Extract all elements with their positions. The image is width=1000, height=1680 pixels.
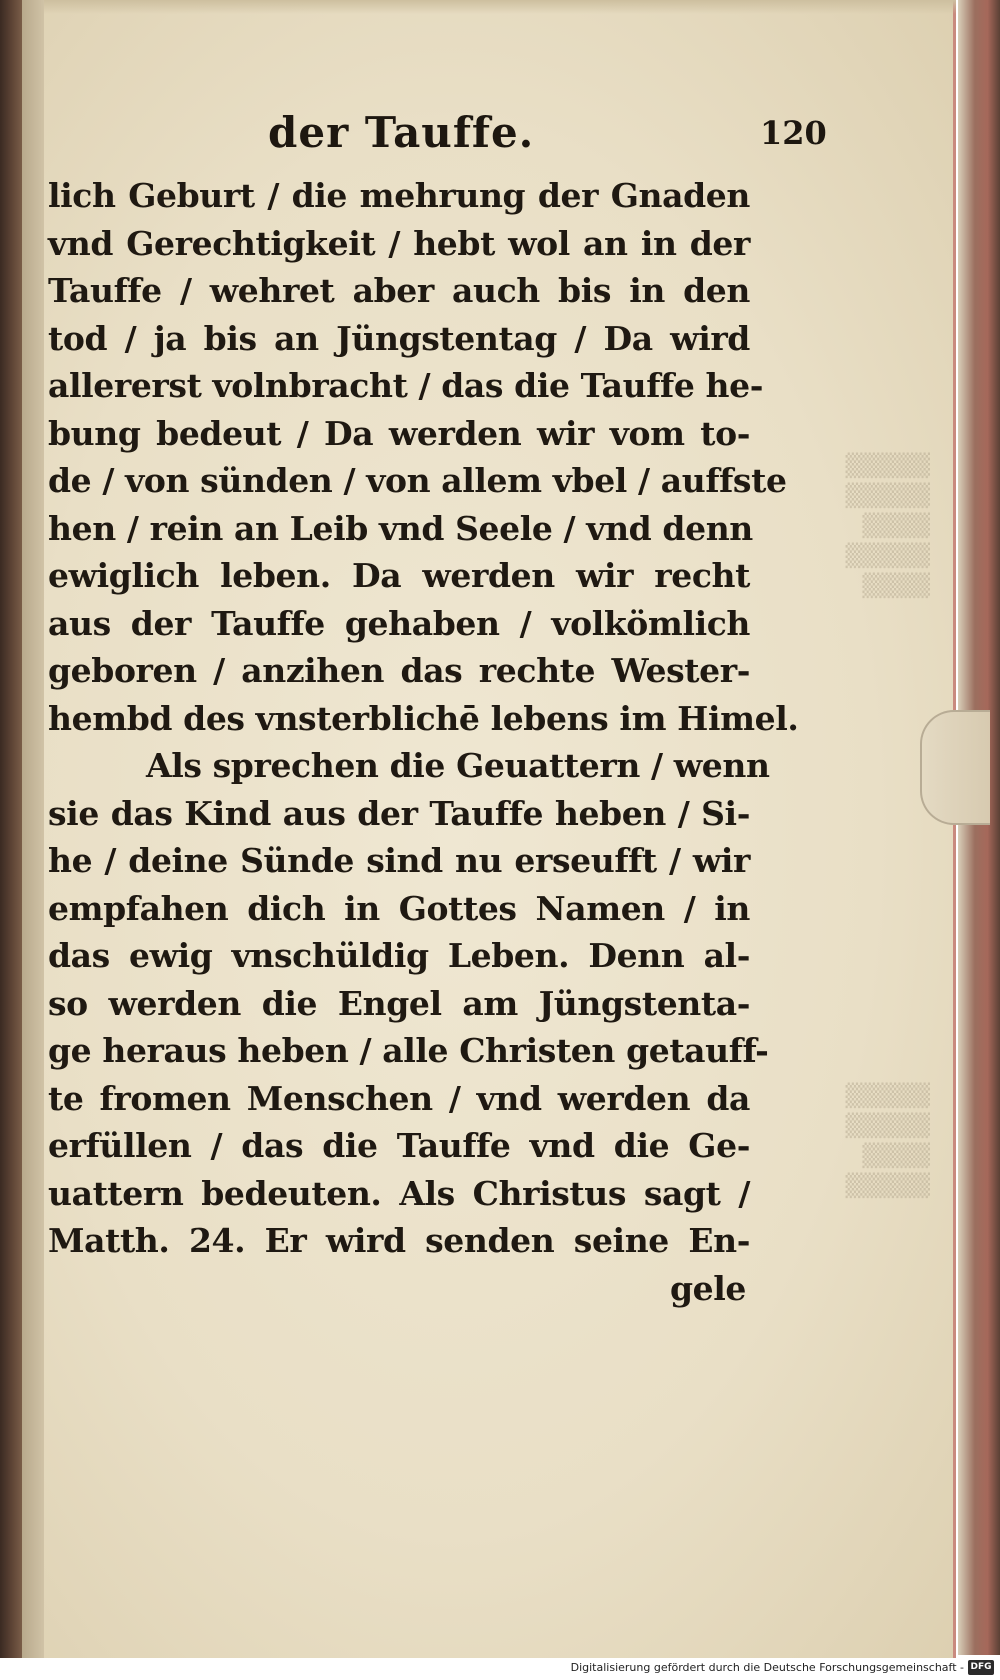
text-line: he / deine Sünde sind nu erseufft / wir — [48, 841, 750, 880]
text-line: erfüllen / das die Tauffe vnd die Ge- — [48, 1126, 750, 1165]
page-tab-slip — [920, 710, 990, 825]
text-line: hembd des vnsterblichē lebens im Himel. — [48, 698, 799, 738]
text-line: empfahen dich in Gottes Namen / in — [48, 888, 750, 928]
text-line: hen / rein an Leib vnd Seele / vnd denn — [48, 508, 753, 548]
text-line: so werden die Engel am Jüngstenta- — [48, 983, 750, 1023]
text-line: ewiglich leben. Da werden wir recht — [48, 556, 750, 595]
catchword: gele — [669, 1268, 746, 1308]
text-line: geboren / anzihen das rechte Wester- — [48, 651, 750, 690]
text-block — [48, 172, 799, 1312]
text-line: lich Geburt / die mehrung der Gnaden — [48, 176, 750, 215]
text-line: te fromen Menschen / vnd werden da — [48, 1078, 750, 1118]
text-line: Matth. 24. Er wird senden seine En- — [48, 1221, 750, 1260]
show-through-gloss-lower: ▒▒▒▒▒ ▒▒▒▒▒ ▒▒▒▒ ▒▒▒▒▒ — [845, 1084, 930, 1199]
text-line: allererst volnbracht / das die Tauffe he- — [48, 366, 763, 405]
text-line: ge heraus heben / alle Christen getauff- — [48, 1031, 769, 1070]
digitization-credit: Digitalisierung gefördert durch die Deutsche Forschungsgemeinschaft - — [570, 1661, 964, 1674]
show-through-gloss-upper: ▒▒▒▒▒ ▒▒▒▒▒ ▒▒▒▒ ▒▒▒▒▒ ▒▒▒▒ — [845, 454, 930, 599]
text-line: tod / ja bis an Jüngstentag / Da wird — [48, 318, 750, 358]
paragraph-start-line: Als sprechen die Geuattern / wenn — [146, 746, 770, 785]
text-line: vnd Gerechtigkeit / hebt wol an in der — [48, 223, 750, 263]
text-line: uattern bedeuten. Als Christus sagt / — [48, 1173, 750, 1213]
text-line: sie das Kind aus der Tauffe heben / Si- — [48, 793, 750, 833]
dfg-logo-icon: DFG — [968, 1660, 994, 1675]
page-top-shadow — [44, 0, 956, 14]
page-number: 120 — [760, 114, 827, 152]
book-cover-right-edge — [958, 0, 1000, 1655]
text-line: Tauffe / wehret aber auch bis in den — [48, 271, 750, 310]
text-line: bung bedeut / Da werden wir vom to- — [48, 413, 750, 453]
text-line: de / von sünden / von allem vbel / auffste — [48, 461, 787, 500]
text-line: das ewig vnschüldig Leben. Denn al- — [48, 936, 750, 975]
running-head: der Tauffe. — [268, 108, 535, 157]
text-line: aus der Tauffe gehaben / volkömlich — [48, 603, 750, 643]
book-cover-left-edge — [0, 0, 22, 1680]
